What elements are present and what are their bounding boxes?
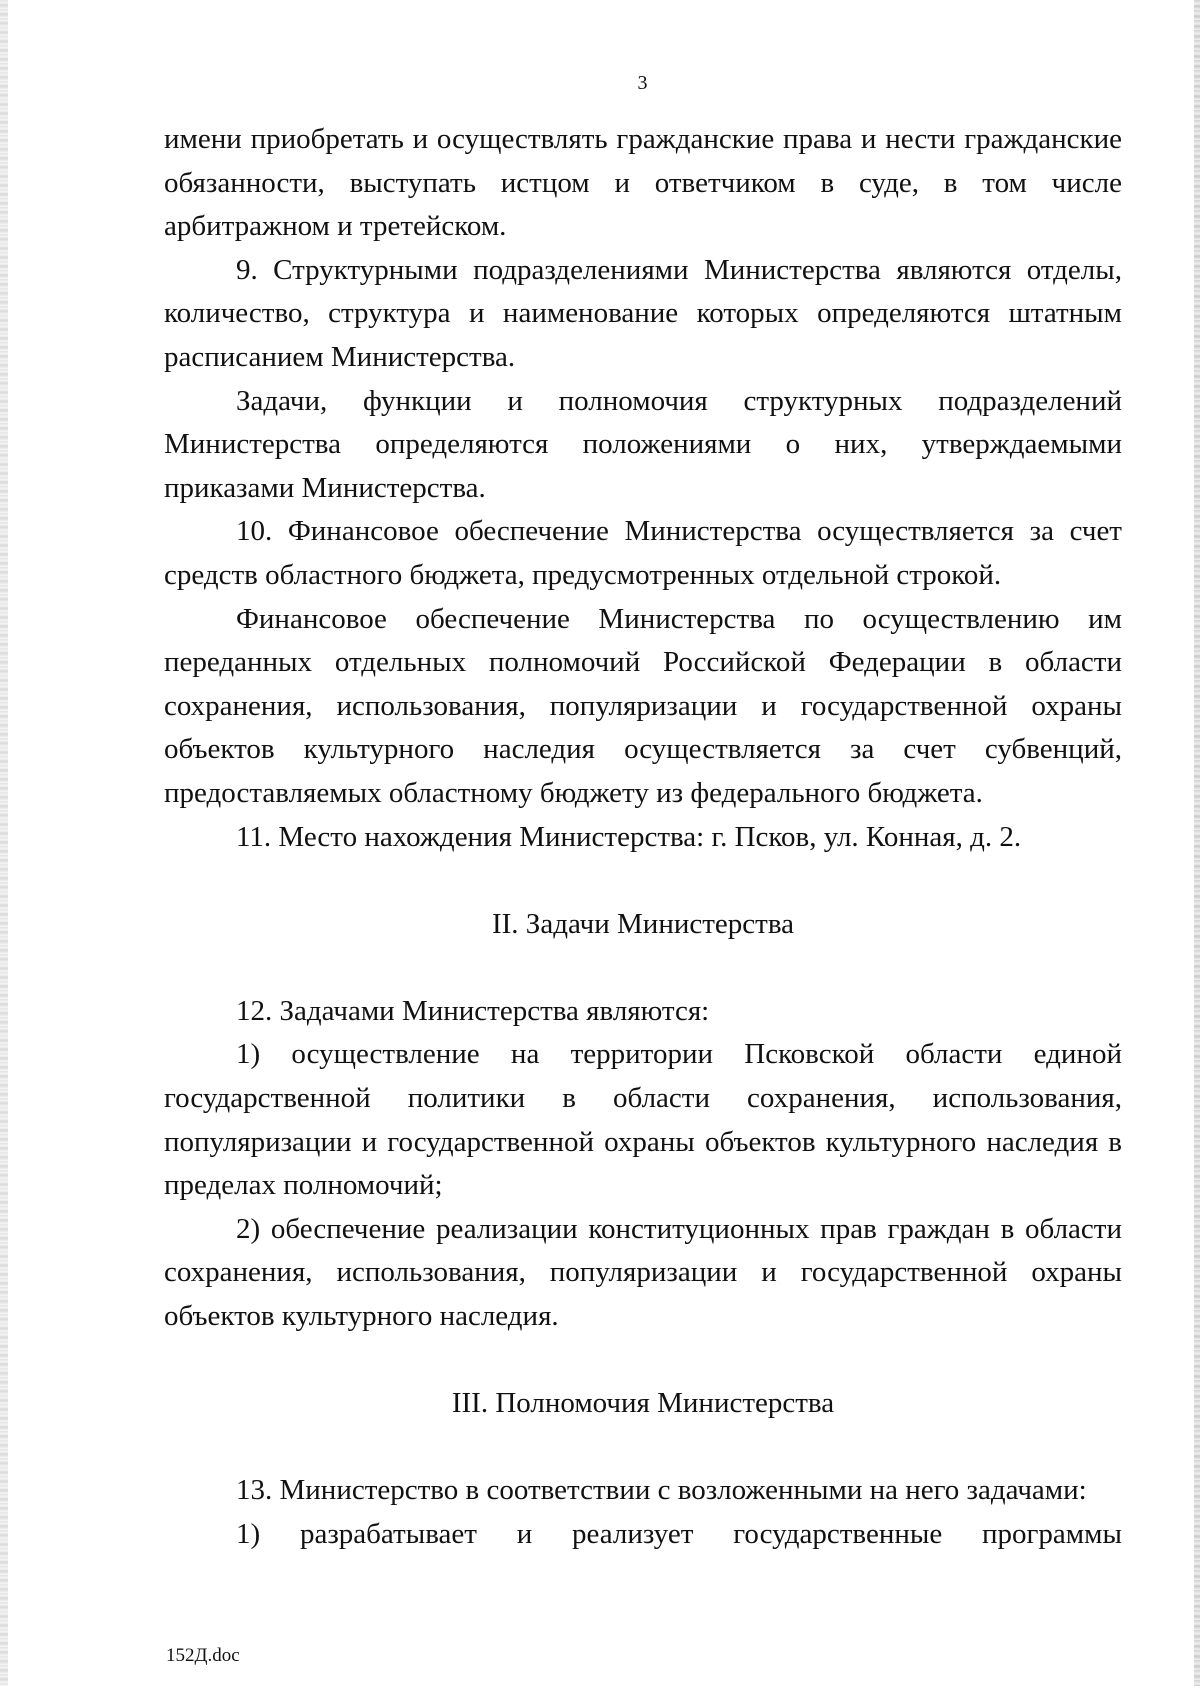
- paragraph-10: 10. Финансовое обеспечение Министерства осуществляется за счет средств областного бюджета, предусмотренных отдельной строкой.: [164, 515, 1122, 591]
- page-number: 3: [637, 72, 648, 94]
- spacer: [164, 946, 1122, 990]
- paragraph-11: 11. Место нахождения Министерства: г. Псков, ул. Конная, д. 2.: [236, 820, 1022, 853]
- scan-edge-left: [0, 0, 8, 1686]
- footer-filename: 152Д.doc: [166, 1645, 240, 1666]
- section-heading-tasks: II. Задачи Министерства: [491, 907, 795, 940]
- scan-edge-right: [1194, 0, 1200, 1686]
- paragraph-13: 13. Министерство в соответствии с возложенными на него задачами:: [236, 1474, 1087, 1507]
- spacer: [164, 1339, 1122, 1383]
- spacer: [164, 1426, 1122, 1470]
- paragraph-12-item-2: 2) обеспечение реализации конституционных прав граждан в области сохранения, использования, популяризации и государственной охраны объектов культурного наследия.: [164, 1212, 1122, 1333]
- paragraph-12-item-1: 1) осуществление на территории Псковской области единой государственной политики в области сохранения, использования, популяризации и государственной охраны объектов культурного наследия в пределах полномочий;: [164, 1038, 1122, 1202]
- paragraph-12: 12. Задачами Министерства являются:: [236, 994, 710, 1027]
- paragraph-10-subventions: Финансовое обеспечение Министерства по осуществлению им переданных отдельных полномочий Российской Федерации в области сохранения, использования, популяризации и государственной охраны объектов культурного наследия осуществляется за счет субвенций, предоставляемых областному бюджету из федерального бюджета.: [164, 602, 1122, 809]
- paragraph-9-tasks: Задачи, функции и полномочия структурных подразделений Министерства определяются положениями о них, утверждаемыми приказами Министерства.: [164, 384, 1122, 504]
- paragraph-13-item-1: 1) разрабатывает и реализует государственные программы: [236, 1518, 1122, 1550]
- paragraph-9: 9. Структурными подразделениями Министерства являются отделы, количество, структура и наименование которых определяются штатным расписанием Министерства.: [164, 253, 1122, 373]
- document-body: [164, 118, 1122, 1557]
- paragraph-continuation: имени приобретать и осуществлять гражданские права и нести гражданские обязанности, выступать истцом и ответчиком в суде, в том числе арбитражном и третейском.: [164, 123, 1122, 243]
- section-heading-powers: III. Полномочия Министерства: [451, 1387, 835, 1420]
- spacer: [164, 859, 1122, 903]
